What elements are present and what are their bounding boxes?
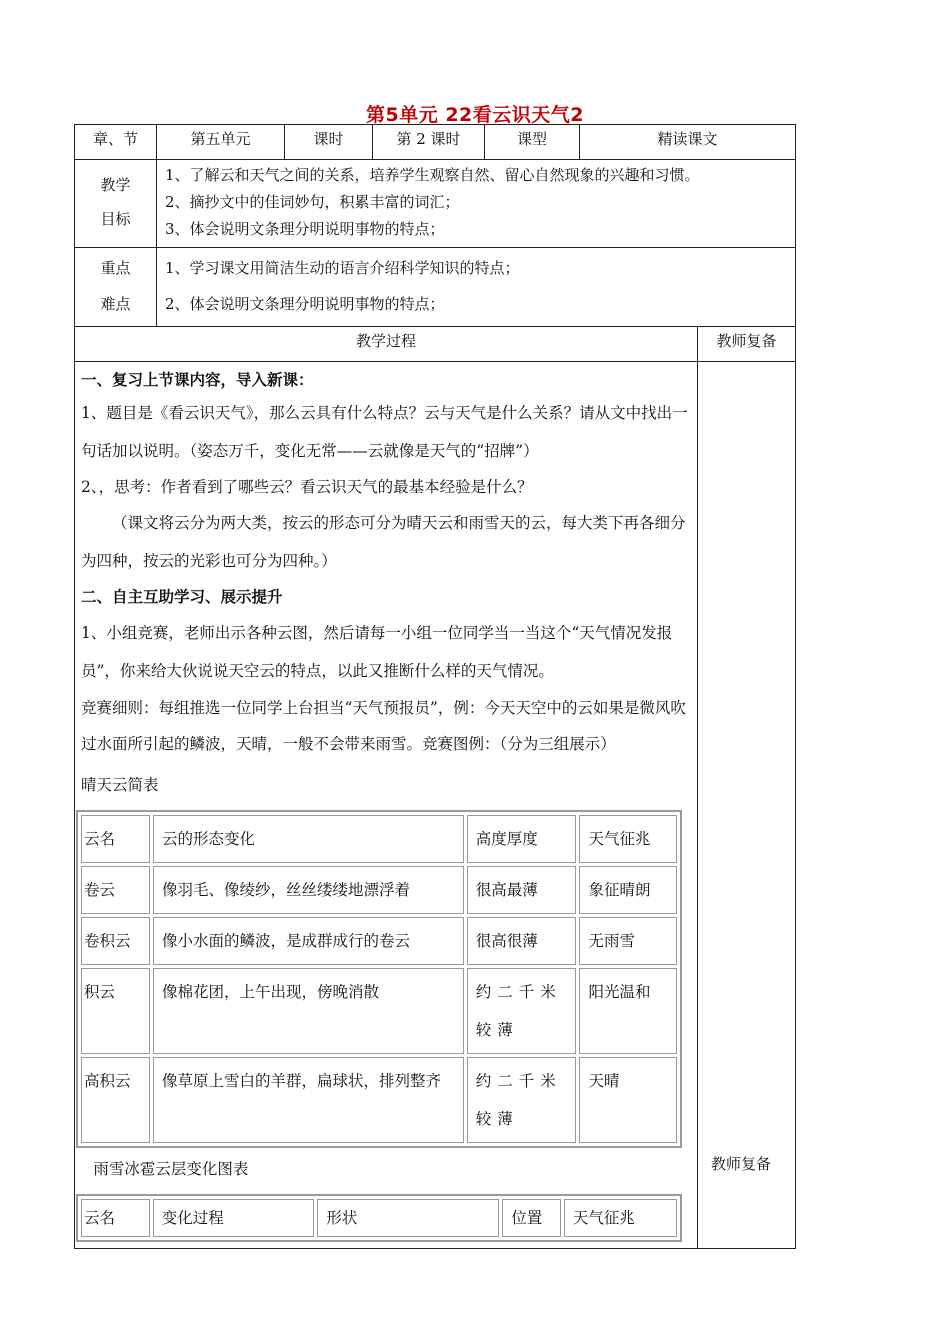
paragraph: 1、小组竞赛，老师出示各种云图，然后请每一小组一位同学当一当这个“天气情况发报员”，你来给大伙说说天空云的特点，以此又推断什么样的天气情况。 xyxy=(81,624,673,680)
process-body-row xyxy=(75,362,796,1249)
keypoints-label-1: 重点 xyxy=(100,259,131,277)
paragraph: 1、题目是《看云识天气》，那么云具有什么特点？云与天气是什么关系？请从文中找出一句话加以说明。（姿态万千，变化无常——云就像是天气的“招牌”） xyxy=(81,404,688,460)
cloud-height: 约二千米较薄 xyxy=(467,968,577,1054)
keypoints-label-2: 难点 xyxy=(100,295,131,313)
section-heading: 二、自主互助学习、展示提升 xyxy=(81,588,283,606)
keypoints-content xyxy=(157,248,796,327)
goal-item: 1、了解云和天气之间的关系，培养学生观察自然、留心自然现象的兴趣和习惯。 xyxy=(165,166,700,184)
type-value: 精读课文 xyxy=(580,125,796,160)
weather-sign: 无雨雪 xyxy=(579,917,677,965)
table-row xyxy=(81,1057,677,1143)
cloud-name: 高积云 xyxy=(81,1057,150,1143)
weather-sign: 天晴 xyxy=(579,1057,677,1143)
table-row xyxy=(81,866,677,914)
table-header-row xyxy=(81,1199,677,1237)
sunny-table-caption: 晴天云简表 xyxy=(81,776,159,794)
weather-sign: 象征晴朗 xyxy=(579,866,677,914)
table-row xyxy=(81,968,677,1054)
page-title: 第5单元 22看云识天气2 xyxy=(366,104,584,126)
sunny-cloud-table xyxy=(76,810,682,1148)
table-row xyxy=(81,917,677,965)
cloud-height: 很高最薄 xyxy=(467,866,577,914)
cloud-shape: 像羽毛、像绫纱，丝丝缕缕地漂浮着 xyxy=(153,866,464,914)
chapter-label: 章、节 xyxy=(75,125,157,160)
table-header: 云名 xyxy=(81,815,150,863)
process-header-row xyxy=(75,327,796,362)
goals-content xyxy=(157,160,796,248)
paragraph: 竞赛细则：每组推选一位同学上台担当“天气预报员”，例：今天天空中的云如果是微风吹过水面所引起的鳞波，天晴，一般不会带来雨雪。竞赛图例：（分为三组展示） xyxy=(81,699,686,753)
weather-sign: 阳光温和 xyxy=(579,968,677,1054)
cloud-shape: 像小水面的鳞波，是成群成行的卷云 xyxy=(153,917,464,965)
process-label: 教学过程 xyxy=(75,327,698,362)
type-label: 课型 xyxy=(485,125,580,160)
table-header: 云名 xyxy=(81,1199,150,1237)
teacher-notes-label: 教师复备 xyxy=(698,327,796,362)
rain-cloud-table xyxy=(76,1194,682,1242)
goal-item: 3、体会说明文条理分明说明事物的特点； xyxy=(165,220,445,238)
paragraph: （课文将云分为两大类，按云的形态可分为晴天云和雨雪天的云，每大类下再各细分为四种，按云的光彩也可分为四种。） xyxy=(81,514,686,570)
goals-row xyxy=(75,160,796,248)
table-header: 形状 xyxy=(317,1199,499,1237)
cloud-name: 积云 xyxy=(81,968,150,1054)
table-header: 天气征兆 xyxy=(564,1199,677,1237)
cloud-height: 约二千米较薄 xyxy=(467,1057,577,1143)
table-header-row xyxy=(81,815,677,863)
cloud-height: 很高很薄 xyxy=(467,917,577,965)
paragraph: 2、，思考：作者看到了哪些云？看云识天气的最基本经验是什么？ xyxy=(81,478,533,496)
process-content xyxy=(75,362,698,1249)
keypoints-label xyxy=(75,248,157,327)
goal-item: 2、摘抄文中的佳词妙句，积累丰富的词汇； xyxy=(165,193,460,211)
table-header: 变化过程 xyxy=(153,1199,315,1237)
table-header: 天气征兆 xyxy=(579,815,677,863)
table-header: 位置 xyxy=(502,1199,561,1237)
section-heading: 一、复习上节课内容，导入新课： xyxy=(81,371,314,389)
goals-label-2: 目标 xyxy=(100,210,131,228)
keypoint-item: 1、学习课文用简洁生动的语言介绍科学知识的特点； xyxy=(165,259,520,277)
table-header: 云的形态变化 xyxy=(153,815,464,863)
chapter-value: 第五单元 xyxy=(157,125,285,160)
goals-label xyxy=(75,160,157,248)
teacher-notes-label-bottom: 教师复备 xyxy=(711,1155,772,1173)
goals-label-1: 教学 xyxy=(100,176,131,194)
rain-table-caption: 雨雪冰雹云层变化图表 xyxy=(93,1160,249,1178)
cloud-shape: 像棉花团，上午出现，傍晚消散 xyxy=(153,968,464,1054)
cloud-name: 卷云 xyxy=(81,866,150,914)
cloud-name: 卷积云 xyxy=(81,917,150,965)
lesson-plan-table xyxy=(74,124,796,1249)
period-value: 第 2 课时 xyxy=(373,125,485,160)
table-header: 高度厚度 xyxy=(467,815,577,863)
period-label: 课时 xyxy=(285,125,373,160)
cloud-shape: 像草原上雪白的羊群，扁球状，排列整齐 xyxy=(153,1057,464,1143)
header-row xyxy=(75,125,796,160)
teacher-notes-column xyxy=(698,362,796,1249)
keypoints-row xyxy=(75,248,796,327)
keypoint-item: 2、体会说明文条理分明说明事物的特点； xyxy=(165,295,445,313)
